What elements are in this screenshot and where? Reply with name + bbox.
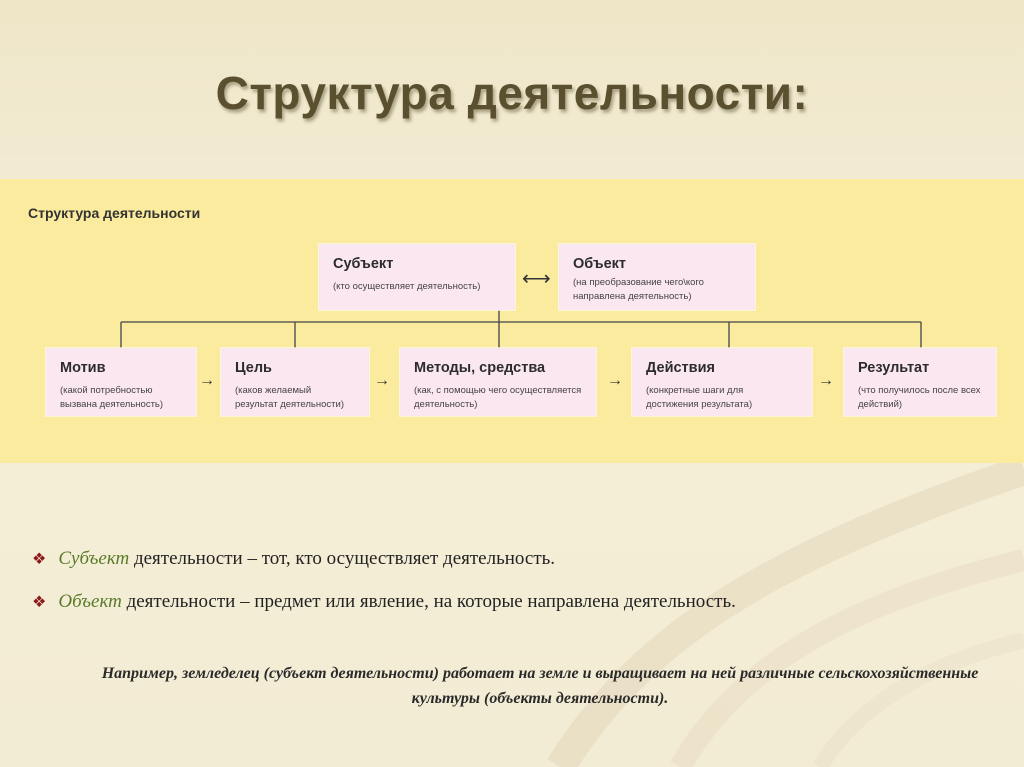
box-methods-title: Методы, средства (414, 360, 546, 376)
box-result (844, 348, 996, 416)
diamond-bullet-icon: ❖ (32, 594, 47, 611)
box-goal-desc: (каков желаемый результат деятельности) (235, 385, 344, 410)
bullet-object (32, 588, 992, 617)
box-subject (319, 244, 515, 310)
box-motive-desc: (какой потребностью вызвана деятельность) (60, 385, 164, 410)
flow-arrow-icon: → (374, 372, 390, 389)
flow-arrow-icon: → (199, 372, 215, 389)
term-object: Объект (58, 591, 122, 612)
box-methods-desc: (как, с помощью чего осуществляется деятельность) (414, 385, 582, 410)
definition-object: деятельности – предмет или явление, на которые направлена деятельность. (121, 591, 736, 612)
term-subject: Субъект (58, 548, 130, 569)
flow-arrow-icon: → (818, 372, 834, 389)
box-motive (46, 348, 196, 416)
bullet-subject (32, 545, 992, 574)
diagram-heading: Структура деятельности (28, 205, 201, 221)
example-text: Например, земледелец (субъект деятельности) работает на земле и выращивает на ней различные сельскохозяйственные культуры (объекты деятельности). (101, 665, 979, 707)
diamond-bullet-icon: ❖ (32, 551, 47, 568)
page-title: Структура деятельности: (215, 67, 809, 119)
box-object-desc: (на преобразование чего\кого направлена деятельность) (573, 277, 704, 302)
box-actions-title: Действия (646, 360, 715, 376)
bidirectional-arrow-icon: ⟷ (522, 268, 551, 290)
flow-arrow-icon: → (607, 372, 623, 389)
box-object-title: Объект (573, 256, 627, 272)
box-methods (400, 348, 596, 416)
box-actions-desc: (конкретные шаги для достижения результата) (646, 385, 753, 410)
box-subject-title: Субъект (333, 256, 394, 272)
box-result-title: Результат (858, 360, 930, 376)
box-actions (632, 348, 812, 416)
definition-subject: деятельности – тот, кто осуществляет деятельность. (129, 548, 556, 569)
box-goal-title: Цель (235, 360, 272, 376)
definition-list (32, 545, 992, 631)
box-result-desc: (что получилось после всех действий) (858, 385, 981, 410)
box-object (559, 244, 755, 310)
box-subject-desc: (кто осуществляет деятельность) (333, 281, 481, 292)
box-motive-title: Мотив (60, 360, 106, 376)
box-goal (221, 348, 369, 416)
